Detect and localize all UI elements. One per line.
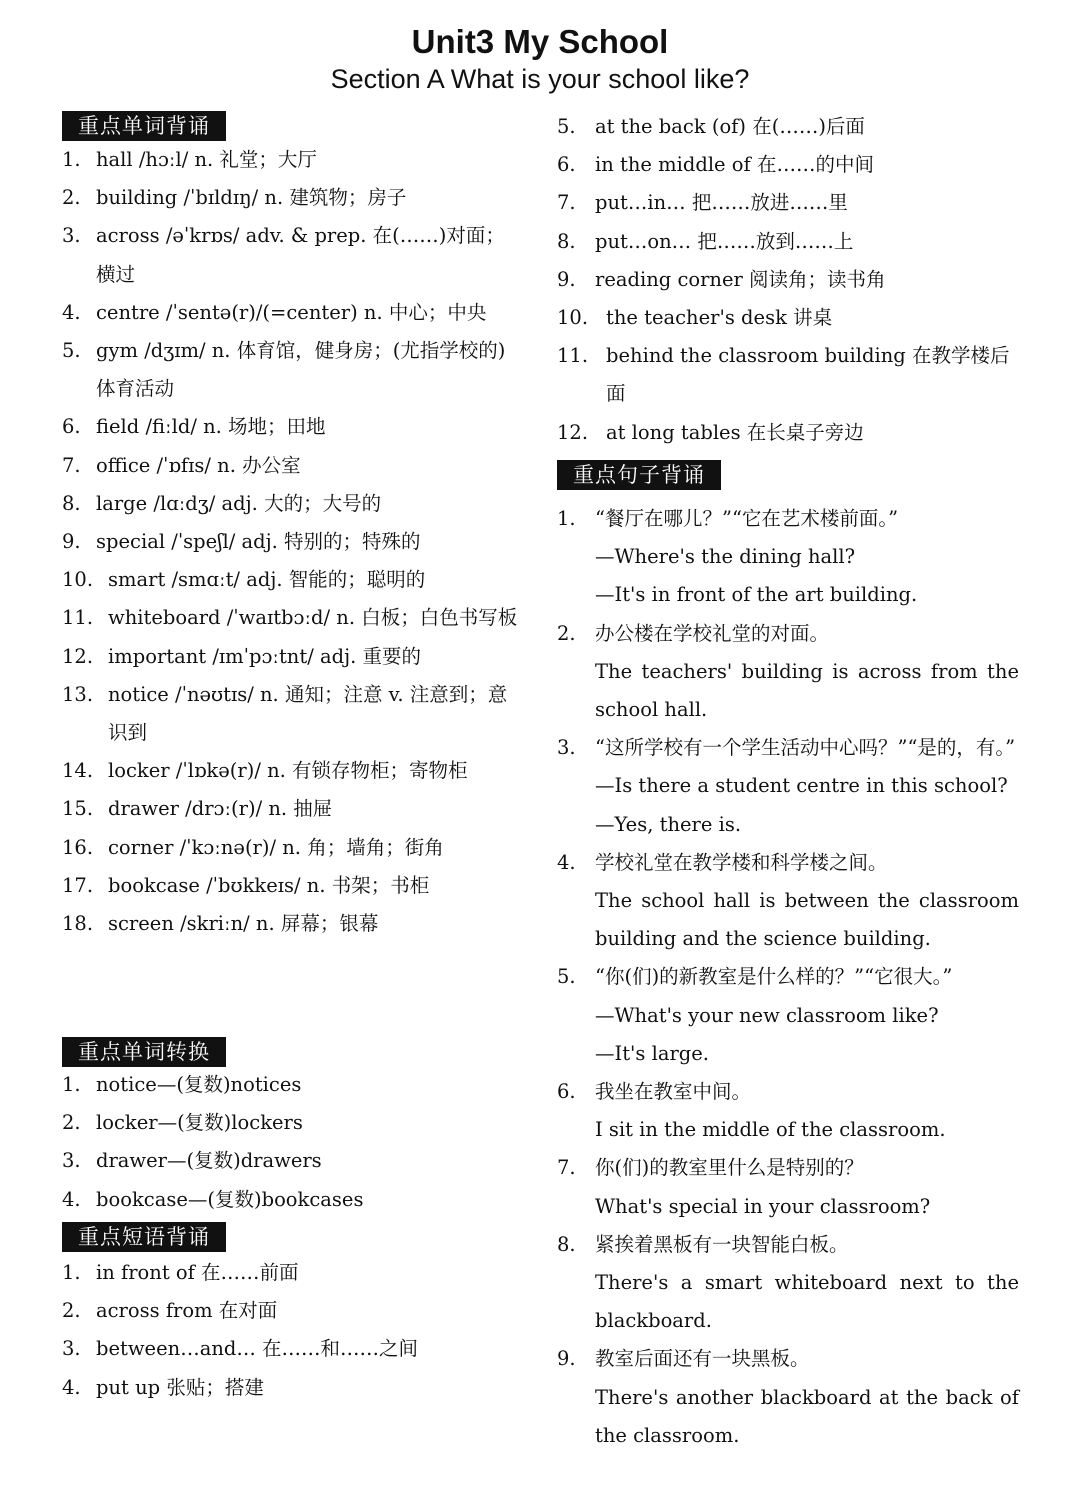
item-text: building /ˈbɪldɪŋ/ n. 建筑物；房子 <box>96 186 407 210</box>
list-item <box>62 141 522 179</box>
sentence-item <box>557 958 1019 1073</box>
list-item <box>557 337 1027 413</box>
item-number: 5. <box>62 339 81 363</box>
item-text: gym /dʒɪm/ n. 体育馆，健身房；(尤指学校的)体育活动 <box>96 339 506 401</box>
words-header: 重点单词背诵 <box>62 111 226 141</box>
sentence-chinese: 学校礼堂在教学楼和科学楼之间。 <box>595 850 888 874</box>
sentence-item <box>557 1073 1019 1149</box>
item-number: 12. <box>62 644 94 668</box>
item-number: 17. <box>62 873 94 897</box>
item-number: 8. <box>557 1232 576 1256</box>
item-number: 14. <box>62 759 94 783</box>
item-text: in the middle of 在……的中间 <box>595 153 874 177</box>
item-text: put…in… 把……放进……里 <box>595 191 848 215</box>
list-item <box>62 408 522 446</box>
item-number: 12. <box>557 420 589 444</box>
item-number: 6. <box>557 1080 576 1104</box>
list-item <box>557 108 1027 146</box>
sentence-english: —It's large. <box>595 1041 710 1065</box>
conversions-header: 重点单词转换 <box>62 1037 226 1067</box>
item-text: notice—(复数)notices <box>96 1073 302 1096</box>
page-title: Unit3 My School <box>411 23 669 60</box>
item-number: 3. <box>557 736 576 760</box>
list-item <box>62 1066 522 1104</box>
sentence-text <box>557 1226 1019 1341</box>
item-number: 2. <box>62 186 81 210</box>
list-item <box>62 676 522 752</box>
sentence-text <box>557 844 1019 959</box>
sentence-item <box>557 500 1019 615</box>
item-number: 5. <box>557 965 576 989</box>
item-text: special /ˈspeʃl/ adj. 特别的；特殊的 <box>96 530 421 554</box>
list-item <box>62 217 522 293</box>
sentence-item <box>557 1340 1019 1455</box>
sentence-item <box>557 844 1019 959</box>
item-text: between…and… 在……和……之间 <box>96 1337 419 1361</box>
item-text: smart /smɑːt/ adj. 智能的；聪明的 <box>108 568 426 592</box>
list-item <box>62 1330 522 1368</box>
item-text: put…on… 把……放到……上 <box>595 229 854 253</box>
sentence-chinese: 办公楼在学校礼堂的对面。 <box>595 621 830 645</box>
item-text: put up 张贴；搭建 <box>96 1375 264 1399</box>
item-number: 2. <box>62 1111 81 1135</box>
list-item <box>62 1181 522 1219</box>
sentence-english: —It's in front of the art building. <box>595 583 918 607</box>
item-number: 13. <box>62 682 94 706</box>
item-text: in front of 在……前面 <box>96 1261 299 1284</box>
item-number: 1. <box>62 1261 81 1284</box>
list-item <box>62 1104 522 1142</box>
item-text: large /lɑːdʒ/ adj. 大的；大号的 <box>96 491 382 515</box>
list-item <box>62 561 522 599</box>
sentence-text <box>557 729 1019 844</box>
item-number: 4. <box>62 1375 81 1399</box>
item-number: 1. <box>557 507 576 530</box>
phrases-list-left <box>62 1254 522 1407</box>
item-number: 8. <box>62 491 81 515</box>
conversions-list <box>62 1066 522 1219</box>
sentence-english: I sit in the middle of the classroom. <box>595 1118 946 1142</box>
list-item <box>62 1369 522 1407</box>
sentence-chinese: 紧挨着黑板有一块智能白板。 <box>595 1232 849 1256</box>
sentence-text <box>557 1340 1019 1455</box>
item-number: 11. <box>62 606 94 630</box>
list-item <box>62 599 522 637</box>
item-number: 15. <box>62 797 94 821</box>
item-text: office /ˈɒfɪs/ n. 办公室 <box>96 453 301 477</box>
list-item <box>62 1254 522 1292</box>
sentence-text <box>557 615 1019 730</box>
list-item <box>557 146 1027 184</box>
sentence-english: The teachers' building is across from the school hall. <box>595 659 1019 722</box>
sentence-english: —Where's the dining hall? <box>595 545 856 569</box>
sentences-header: 重点句子背诵 <box>557 460 721 490</box>
item-text: the teacher's desk 讲桌 <box>606 306 833 330</box>
item-number: 5. <box>557 115 576 138</box>
item-number: 2. <box>62 1299 81 1323</box>
item-number: 7. <box>557 191 576 215</box>
sentence-english: There's a smart whiteboard next to the blackboard. <box>595 1271 1019 1333</box>
item-number: 9. <box>557 1347 576 1371</box>
list-item <box>62 1142 522 1180</box>
item-text: notice /ˈnəʊtɪs/ n. 通知；注意 v. 注意到；意识到 <box>108 682 508 745</box>
list-item <box>62 332 522 408</box>
item-number: 1. <box>62 148 81 171</box>
sentence-english: The school hall is between the classroom building and the science building. <box>595 889 1019 951</box>
sentence-chinese: “你(们)的新教室是什么样的？”“它很大。” <box>595 965 953 989</box>
list-item <box>62 638 522 676</box>
sentence-english: There's another blackboard at the back of the classroom. <box>595 1385 1019 1447</box>
list-item <box>62 829 522 867</box>
item-text: important /ɪmˈpɔːtnt/ adj. 重要的 <box>108 644 422 668</box>
sentence-item <box>557 615 1019 730</box>
list-item <box>62 752 522 790</box>
list-item <box>62 294 522 332</box>
sentence-english: What's special in your classroom? <box>595 1194 931 1218</box>
item-number: 6. <box>557 153 576 177</box>
list-item <box>62 790 522 828</box>
item-number: 10. <box>557 306 589 330</box>
sentence-english: —Yes, there is. <box>595 812 742 836</box>
item-number: 4. <box>557 850 576 874</box>
item-number: 9. <box>62 530 81 554</box>
list-item <box>62 905 522 943</box>
item-text: screen /skriːn/ n. 屏幕；银幕 <box>108 912 379 936</box>
item-text: hall /hɔːl/ n. 礼堂；大厅 <box>96 148 317 171</box>
item-number: 16. <box>62 835 94 859</box>
list-item <box>62 179 522 217</box>
list-item <box>557 223 1027 261</box>
item-number: 9. <box>557 267 576 291</box>
item-text: at the back (of) 在(……)后面 <box>595 115 865 138</box>
list-item <box>62 867 522 905</box>
list-item <box>557 414 1027 452</box>
item-number: 2. <box>557 621 576 645</box>
sentence-chinese: “餐厅在哪儿？”“它在艺术楼前面。” <box>595 507 899 530</box>
list-item <box>557 299 1027 337</box>
item-text: field /fiːld/ n. 场地；田地 <box>96 415 326 439</box>
item-text: reading corner 阅读角；读书角 <box>595 267 886 291</box>
item-text: locker /ˈlɒkə(r)/ n. 有锁存物柜；寄物柜 <box>108 759 468 783</box>
item-text: at long tables 在长桌子旁边 <box>606 420 864 444</box>
sentence-english: —Is there a student centre in this school? <box>595 774 1008 798</box>
item-text: bookcase /ˈbʊkkeɪs/ n. 书架；书柜 <box>108 873 430 897</box>
sentence-chinese: “这所学校有一个学生活动中心吗？”“是的，有。” <box>595 736 1016 760</box>
item-number: 4. <box>62 300 81 324</box>
sentence-text <box>557 958 1019 1073</box>
item-number: 18. <box>62 912 94 936</box>
item-number: 6. <box>62 415 81 439</box>
sentence-text <box>557 500 1019 615</box>
item-text: drawer /drɔː(r)/ n. 抽屉 <box>108 797 333 821</box>
item-text: drawer—(复数)drawers <box>96 1149 322 1173</box>
item-number: 7. <box>62 453 81 477</box>
sentence-chinese: 我坐在教室中间。 <box>595 1080 752 1104</box>
list-item <box>62 1292 522 1330</box>
item-number: 3. <box>62 224 81 248</box>
item-number: 4. <box>62 1187 81 1211</box>
item-number: 1. <box>62 1073 81 1096</box>
list-item <box>557 184 1027 222</box>
item-text: centre /ˈsentə(r)/(=center) n. 中心；中央 <box>96 300 487 324</box>
item-text: corner /ˈkɔːnə(r)/ n. 角；墙角；街角 <box>108 835 444 859</box>
item-text: bookcase—(复数)bookcases <box>96 1187 364 1211</box>
item-text: across from 在对面 <box>96 1299 278 1323</box>
words-list <box>62 141 522 943</box>
item-number: 7. <box>557 1156 576 1180</box>
item-text: behind the classroom building 在教学楼后面 <box>606 344 1010 406</box>
item-number: 3. <box>62 1149 81 1173</box>
sentence-item <box>557 1149 1019 1225</box>
list-item <box>62 447 522 485</box>
page-subtitle: Section A What is your school like? <box>330 64 750 94</box>
item-text: across /əˈkrɒs/ adv. & prep. 在(……)对面；横过 <box>96 224 505 286</box>
item-number: 10. <box>62 568 94 592</box>
sentence-item <box>557 729 1019 844</box>
item-text: whiteboard /ˈwaɪtbɔːd/ n. 白板；白色书写板 <box>108 606 518 630</box>
list-item <box>62 485 522 523</box>
sentence-chinese: 教室后面还有一块黑板。 <box>595 1347 810 1371</box>
sentence-text <box>557 1073 1019 1149</box>
sentence-item <box>557 1226 1019 1341</box>
item-number: 11. <box>557 344 589 368</box>
sentences-list <box>557 500 1019 1455</box>
item-number: 8. <box>557 229 576 253</box>
item-number: 3. <box>62 1337 81 1361</box>
item-text: locker—(复数)lockers <box>96 1111 303 1135</box>
list-item <box>62 523 522 561</box>
sentence-text <box>557 1149 1019 1225</box>
phrases-header: 重点短语背诵 <box>62 1222 226 1252</box>
list-item <box>557 261 1027 299</box>
phrases-list-right <box>557 108 1027 452</box>
sentence-english: —What's your new classroom like? <box>595 1003 939 1027</box>
sentence-chinese: 你(们)的教室里什么是特别的？ <box>595 1156 864 1180</box>
